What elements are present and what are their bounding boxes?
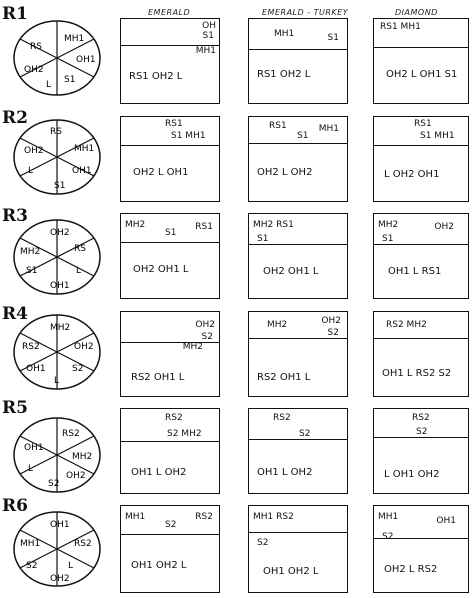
wheel-segment: OH1 [50,520,70,530]
box-top-label: S2 [257,538,269,548]
box-bottom-label: OH1 OH2 L [131,560,187,571]
row-label-r5: R5 [2,398,28,418]
rotation-wheel-r4 [12,313,102,391]
wheel-segment: RS2 [22,342,40,352]
box-divider-line [121,534,219,535]
box-top-label: MH1 [195,46,216,56]
box-divider-line [121,441,219,442]
position-box-r4-emerald-turkey [248,311,348,397]
wheel-segment: OH2 [66,471,86,481]
box-top-label: S2 [382,532,394,542]
box-top-label: MH2 [378,220,399,230]
box-top-label: MH1 [378,512,399,522]
wheel-segment: MH2 [72,452,93,462]
box-top-label: S2 [165,520,177,530]
box-bottom-label: OH1 L OH2 [257,467,313,478]
box-divider-line [249,439,347,440]
wheel-segment: L [46,80,52,90]
position-box-r4-diamond [373,311,469,397]
position-box-r5-emerald [120,408,220,494]
box-top-label: S1 [202,31,214,41]
column-header-emerald-turkey: EMERALD - TURKEY [262,8,349,17]
box-top-label: S2 [327,328,339,338]
box-top-label: S1 MH1 [171,131,206,141]
box-divider-line [249,532,347,533]
box-top-label: S2 [201,332,213,342]
box-bottom-label: RS2 OH1 L [131,372,185,383]
wheel-segment: S1 [26,266,38,276]
position-box-r6-emerald-turkey [248,505,348,593]
box-divider-line [249,244,347,245]
rotation-wheel-r6 [12,510,102,588]
wheel-segment: MH1 [64,34,85,44]
position-box-r2-emerald [120,116,220,202]
box-top-label: S1 [165,228,177,238]
box-top-label: MH1 [125,512,146,522]
position-box-r5-emerald-turkey [248,408,348,494]
wheel-segment: OH2 [50,574,70,584]
box-bottom-label: OH2 L OH1 [133,167,189,178]
box-divider-line [249,49,347,50]
box-bottom-label: OH2 L OH1 S1 [386,69,458,80]
column-header-emerald: EMERALD [148,8,191,17]
position-box-r2-diamond [373,116,469,202]
box-bottom-label: L OH2 OH1 [384,169,440,180]
box-top-label: OH2 [321,316,341,326]
box-bottom-label: RS2 OH1 L [257,372,311,383]
wheel-segment: RS [50,127,62,137]
wheel-segment: OH2 [24,146,44,156]
box-top-label: MH2 RS1 [253,220,294,230]
wheel-segment: OH1 [26,364,46,374]
box-top-label: RS2 [412,413,430,423]
box-divider-line [374,145,468,146]
wheel-segment: MH1 [74,144,95,154]
box-bottom-label: OH1 L RS1 [388,266,442,277]
box-divider-line [121,145,219,146]
box-divider-line [249,338,347,339]
box-top-label: S2 [416,427,428,437]
box-top-label: RS2 MH2 [386,320,427,330]
box-top-label: S1 [257,234,269,244]
position-box-r3-emerald-turkey [248,213,348,299]
position-box-r3-diamond [373,213,469,299]
column-header-diamond: DIAMOND [395,8,438,17]
wheel-segment: L [28,464,34,474]
box-divider-line [121,342,219,343]
box-top-label: OH2 [195,320,215,330]
rotation-wheel-r2 [12,118,102,196]
wheel-segment: RS2 [74,539,92,549]
box-divider-line [374,47,468,48]
wheel-segment: S2 [26,561,38,571]
wheel-segment: L [68,561,74,571]
box-divider-line [374,244,468,245]
box-bottom-label: OH1 L OH2 [131,467,187,478]
box-top-label: RS1 [195,222,213,232]
box-bottom-label: OH2 L OH2 [257,167,313,178]
box-top-label: RS2 [195,512,213,522]
row-label-r4: R4 [2,304,28,324]
box-bottom-label: RS1 OH2 L [257,69,311,80]
box-top-label: OH [202,21,216,31]
row-label-r2: R2 [2,108,28,128]
wheel-segment: MH1 [20,539,41,549]
wheel-segment: RS2 [62,429,80,439]
wheel-segment: S2 [48,479,60,489]
box-top-label: RS1 MH1 [380,22,421,32]
wheel-segment: MH2 [20,247,41,257]
position-box-r4-emerald [120,311,220,397]
box-top-label: MH2 [182,342,203,352]
box-divider-line [121,242,219,243]
box-top-label: S1 [297,131,309,141]
box-bottom-label: RS1 OH2 L [129,71,183,82]
wheel-segment: OH1 [50,281,70,291]
box-top-label: S2 [299,429,311,439]
box-top-label: RS1 [269,121,287,131]
rotation-wheel-r5 [12,416,102,494]
row-label-r3: R3 [2,206,28,226]
box-top-label: OH1 [436,516,456,526]
wheel-segment: L [54,376,60,386]
box-top-label: RS1 [165,119,183,129]
position-box-r5-diamond [373,408,469,494]
rotation-wheel-r3 [12,218,102,296]
box-top-label: MH2 [125,220,146,230]
wheel-segment: OH2 [50,228,70,238]
box-divider-line [249,143,347,144]
box-top-label: MH2 [267,320,288,330]
box-bottom-label: OH2 L RS2 [384,564,438,575]
box-top-label: MH1 RS2 [253,512,294,522]
position-box-r6-emerald [120,505,220,593]
position-box-r2-emerald-turkey [248,116,348,202]
box-top-label: RS1 [414,119,432,129]
wheel-segment: S2 [72,364,84,374]
box-bottom-label: OH1 L RS2 S2 [382,368,452,379]
box-top-label: RS2 [165,413,183,423]
position-box-r1-emerald [120,18,220,104]
rotation-wheel-r1 [12,19,102,97]
wheel-segment: OH1 [24,443,44,453]
wheel-segment: S1 [64,75,76,85]
box-top-label: S2 MH2 [167,429,202,439]
box-top-label: OH2 [434,222,454,232]
row-label-r1: R1 [2,4,28,24]
wheel-segment: RS [30,42,42,52]
wheel-segment: OH1 [72,166,92,176]
wheel-segment: L [76,266,82,276]
box-bottom-label: OH1 OH2 L [263,566,319,577]
wheel-segment: OH2 [74,342,94,352]
box-top-label: S1 [327,33,339,43]
box-divider-line [374,338,468,339]
box-bottom-label: OH2 OH1 L [133,264,189,275]
position-box-r1-emerald-turkey [248,18,348,104]
wheel-segment: L [28,166,34,176]
box-top-label: MH1 [274,29,295,39]
wheel-segment: S1 [54,181,66,191]
box-bottom-label: OH2 OH1 L [263,266,319,277]
wheel-segment: MH2 [50,323,71,333]
wheel-segment: OH2 [24,65,44,75]
position-box-r6-diamond [373,505,469,593]
box-bottom-label: L OH1 OH2 [384,469,440,480]
position-box-r1-diamond [373,18,469,104]
box-top-label: MH1 [318,124,339,134]
row-label-r6: R6 [2,496,28,516]
box-top-label: S1 MH1 [420,131,455,141]
box-divider-line [374,437,468,438]
box-top-label: RS2 [273,413,291,423]
wheel-segment: OH1 [76,55,96,65]
box-top-label: S1 [382,234,394,244]
position-box-r3-emerald [120,213,220,299]
wheel-segment: RS [74,244,86,254]
